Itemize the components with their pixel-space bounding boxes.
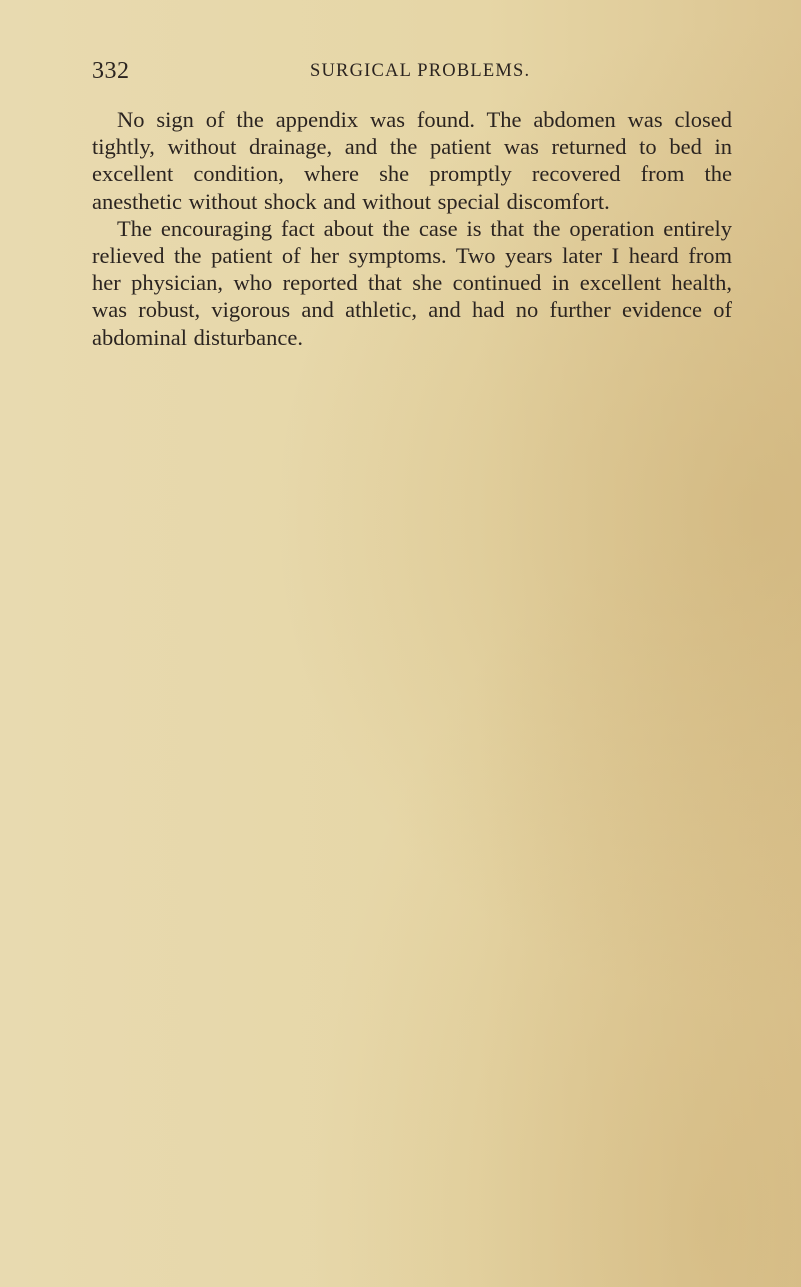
paragraph-2: The encouraging fact about the case is that the operation entirely relieved the patient of her symptoms. Two years later I heard from her physician, who reported that she continued in excellent health, was robust, vigorous and athletic, and had no further evidence of abdominal disturbance. [92, 215, 732, 350]
page-number: 332 [92, 58, 130, 84]
running-title: SURGICAL PROBLEMS. [310, 61, 531, 81]
paragraph-1: No sign of the appendix was found. The abdomen was closed tightly, without drainage, and the patient was returned to bed in excellent condition, where she promptly recovered from the anesthetic without shock and without special discomfort. [92, 107, 732, 214]
body-text [92, 106, 732, 351]
running-head [92, 58, 732, 88]
